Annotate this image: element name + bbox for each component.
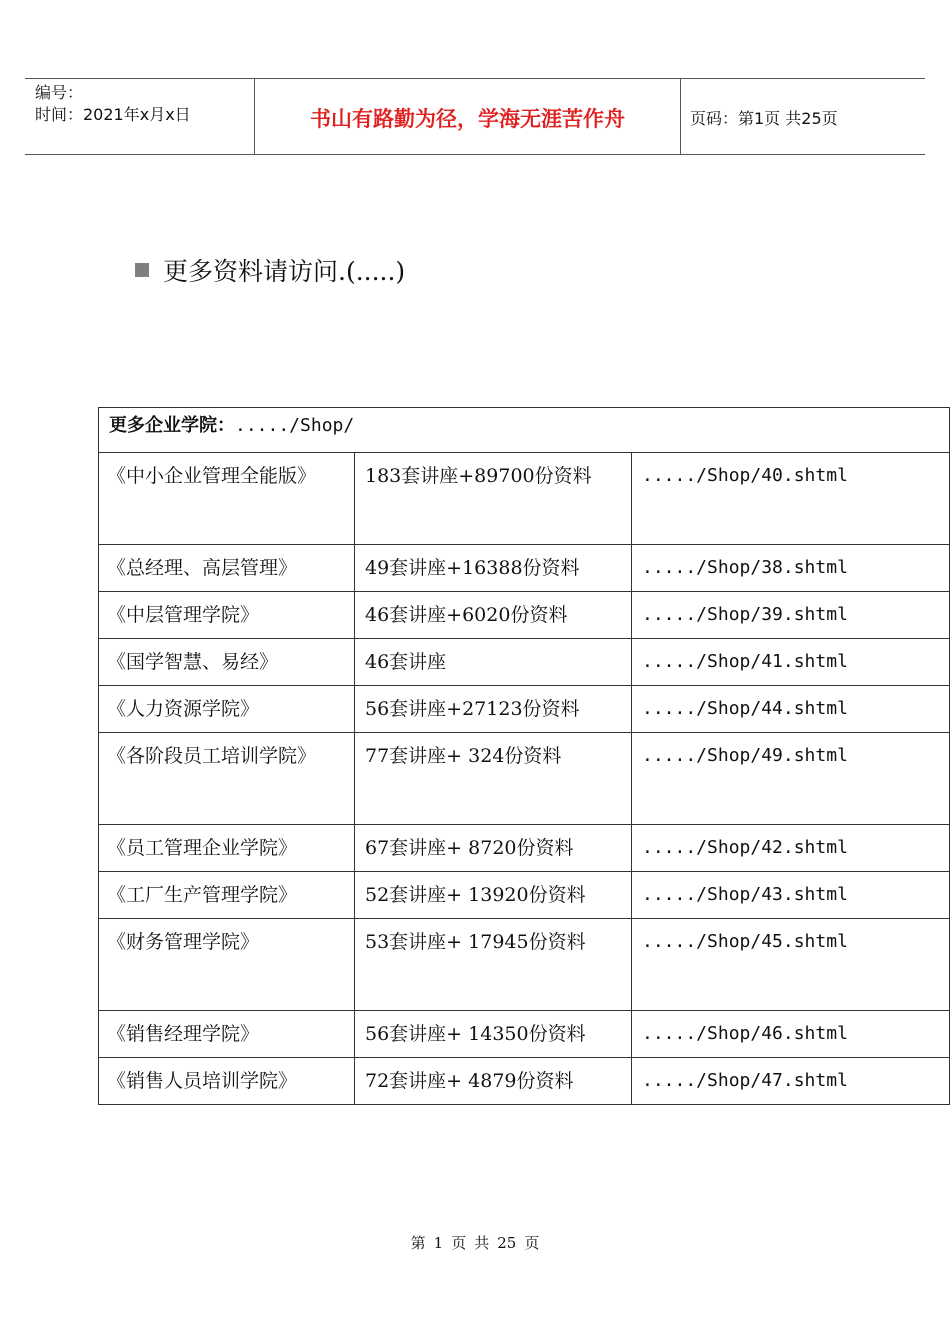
footer-di: 第 [410,1234,426,1252]
doc-number-label: 编号： [35,83,84,102]
footer-ye: 页 [451,1234,467,1252]
doc-time-label: 时间：2021年x月x日 [35,105,191,124]
row-desc: 46套讲座+6020份资料 [355,592,632,639]
header-divider-right [680,78,681,155]
row-desc: 72套讲座+ 4879份资料 [355,1058,632,1105]
header-page-info: 页码：第1页 共25页 [690,109,838,128]
bullet-square-icon [135,263,149,277]
table-row [99,453,950,545]
table-row [99,872,950,919]
row-desc: 52套讲座+ 13920份资料 [355,872,632,919]
table-row [99,919,950,1011]
row-desc: 49套讲座+16388份资料 [355,545,632,592]
page-footer [0,1232,950,1253]
table-header-row [99,408,950,453]
table-row [99,825,950,872]
row-url[interactable]: ...../Shop/49.shtml [632,733,950,825]
row-name: 《中小企业管理全能版》 [99,453,355,545]
row-name: 《员工管理企业学院》 [99,825,355,872]
row-name: 《中层管理学院》 [99,592,355,639]
row-url[interactable]: ...../Shop/44.shtml [632,686,950,733]
table-header-cell [99,408,950,453]
row-url[interactable]: ...../Shop/41.shtml [632,639,950,686]
row-name: 《销售人员培训学院》 [99,1058,355,1105]
more-info-line [135,252,405,288]
table-row [99,1011,950,1058]
row-url[interactable]: ...../Shop/40.shtml [632,453,950,545]
table-row [99,686,950,733]
row-url[interactable]: ...../Shop/46.shtml [632,1011,950,1058]
row-url[interactable]: ...../Shop/38.shtml [632,545,950,592]
row-desc: 46套讲座 [355,639,632,686]
header-bottom-rule [25,154,925,155]
row-url[interactable]: ...../Shop/47.shtml [632,1058,950,1105]
footer-gong: 共 [474,1234,490,1252]
row-name: 《人力资源学院》 [99,686,355,733]
row-name: 《各阶段员工培训学院》 [99,733,355,825]
footer-ye2: 页 [524,1234,540,1252]
table-header-url[interactable]: ...../Shop/ [235,415,355,436]
row-name: 《财务管理学院》 [99,919,355,1011]
row-desc: 56套讲座+27123份资料 [355,686,632,733]
footer-total-pages: 25 [497,1234,517,1252]
table-row [99,592,950,639]
table-row [99,733,950,825]
row-name: 《销售经理学院》 [99,1011,355,1058]
row-desc: 183套讲座+89700份资料 [355,453,632,545]
row-url[interactable]: ...../Shop/43.shtml [632,872,950,919]
footer-page-number: 1 [433,1234,444,1252]
row-desc: 77套讲座+ 324份资料 [355,733,632,825]
row-url[interactable]: ...../Shop/45.shtml [632,919,950,1011]
table-row [99,1058,950,1105]
header-motto: 书山有路勤为径，学海无涯苦作舟 [310,107,625,131]
row-desc: 67套讲座+ 8720份资料 [355,825,632,872]
more-info-text: 更多资料请访问.(.....) [163,257,406,286]
row-url[interactable]: ...../Shop/39.shtml [632,592,950,639]
resource-table [98,407,950,1105]
table-row [99,545,950,592]
table-header-label: 更多企业学院： [109,415,235,436]
row-name: 《总经理、高层管理》 [99,545,355,592]
row-desc: 56套讲座+ 14350份资料 [355,1011,632,1058]
header-meta [35,82,191,126]
row-name: 《国学智慧、易经》 [99,639,355,686]
row-name: 《工厂生产管理学院》 [99,872,355,919]
row-url[interactable]: ...../Shop/42.shtml [632,825,950,872]
row-desc: 53套讲座+ 17945份资料 [355,919,632,1011]
header-top-rule [25,78,925,79]
table-row [99,639,950,686]
